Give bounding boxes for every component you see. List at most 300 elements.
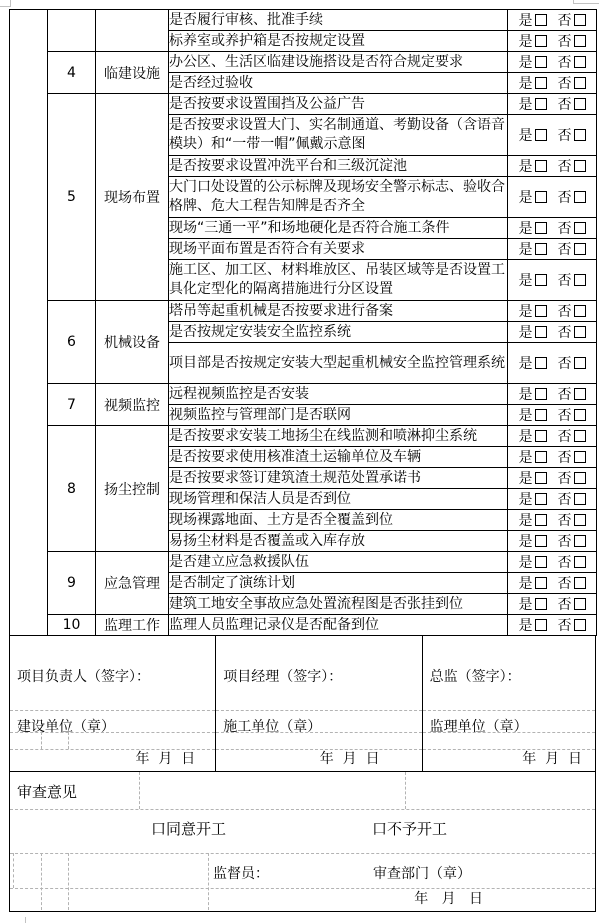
checklist-row bbox=[10, 52, 597, 73]
answer-cell bbox=[508, 343, 597, 384]
group-category: 监理工作 bbox=[96, 615, 169, 636]
yes-label: 是 bbox=[518, 408, 533, 424]
no-label: 否 bbox=[557, 55, 572, 71]
no-checkbox-icon[interactable] bbox=[574, 535, 586, 547]
yes-option[interactable] bbox=[519, 489, 547, 509]
group-number: 4 bbox=[48, 52, 96, 94]
answer-cell bbox=[508, 31, 597, 52]
yes-checkbox-icon[interactable] bbox=[535, 430, 547, 442]
no-checkbox-icon[interactable] bbox=[574, 598, 586, 610]
yes-option[interactable] bbox=[519, 447, 547, 467]
yes-option[interactable] bbox=[519, 322, 547, 342]
item-text: 建筑工地安全事故应急处置流程图是否张挂到位 bbox=[169, 595, 463, 612]
no-option[interactable] bbox=[558, 384, 586, 404]
item-cell bbox=[169, 115, 508, 156]
no-label: 否 bbox=[557, 513, 572, 529]
item-cell bbox=[169, 177, 508, 218]
item-text: 是否履行审核、批准手续 bbox=[169, 11, 323, 28]
signature-col-supervision bbox=[422, 636, 595, 771]
no-checkbox-icon[interactable] bbox=[574, 129, 586, 141]
answer-cell bbox=[508, 94, 597, 115]
yes-checkbox-icon[interactable] bbox=[535, 274, 547, 286]
answer-cell bbox=[508, 531, 597, 552]
no-option[interactable] bbox=[558, 552, 586, 572]
no-checkbox-icon[interactable] bbox=[574, 409, 586, 421]
no-label: 否 bbox=[557, 97, 572, 113]
yes-label: 是 bbox=[518, 190, 533, 206]
answer-cell bbox=[508, 322, 597, 343]
item-cell bbox=[169, 260, 508, 301]
no-option[interactable] bbox=[558, 510, 586, 530]
checklist-row bbox=[10, 94, 597, 115]
answer-cell bbox=[508, 115, 597, 156]
no-label: 否 bbox=[557, 190, 572, 206]
yes-checkbox-icon[interactable] bbox=[535, 160, 547, 172]
checklist-row bbox=[10, 301, 597, 322]
item-text: 现场管理和保洁人员是否到位 bbox=[169, 490, 351, 507]
no-checkbox-icon[interactable] bbox=[574, 222, 586, 234]
supervisor-label: 监督员： bbox=[213, 866, 269, 882]
review-section bbox=[9, 772, 596, 912]
review-title: 审查意见 bbox=[17, 783, 78, 801]
yes-label: 是 bbox=[518, 128, 533, 144]
no-label: 否 bbox=[557, 273, 572, 289]
dashed-gridline bbox=[10, 853, 595, 854]
item-cell bbox=[169, 489, 508, 510]
yes-checkbox-icon[interactable] bbox=[535, 35, 547, 47]
no-checkbox-icon[interactable] bbox=[574, 191, 586, 203]
yes-label: 是 bbox=[518, 534, 533, 550]
gridline-remnant-top-left bbox=[0, 6, 10, 7]
answer-cell bbox=[508, 260, 597, 301]
yes-label: 是 bbox=[518, 55, 533, 71]
dashed-gridline bbox=[216, 710, 421, 711]
no-checkbox-icon[interactable] bbox=[574, 14, 586, 26]
signature-section bbox=[9, 636, 596, 772]
no-option[interactable] bbox=[558, 353, 586, 373]
contractor-signer-label: 项目经理（签字）： bbox=[223, 669, 343, 685]
item-cell bbox=[169, 531, 508, 552]
yes-option[interactable] bbox=[519, 468, 547, 488]
yes-option[interactable] bbox=[519, 125, 547, 145]
yes-checkbox-icon[interactable] bbox=[535, 14, 547, 26]
no-checkbox-icon[interactable] bbox=[574, 305, 586, 317]
yes-option[interactable] bbox=[519, 531, 547, 551]
item-cell bbox=[169, 301, 508, 322]
group-category: 应急管理 bbox=[96, 552, 169, 615]
group-number: 9 bbox=[48, 552, 96, 615]
item-cell bbox=[169, 218, 508, 239]
no-checkbox-icon[interactable] bbox=[574, 451, 586, 463]
answer-cell bbox=[508, 10, 597, 31]
answer-cell bbox=[508, 239, 597, 260]
item-cell bbox=[169, 594, 508, 615]
item-text: 远程视频监控是否安装 bbox=[169, 385, 309, 402]
group-category: 视频监控 bbox=[96, 384, 169, 426]
no-label: 否 bbox=[557, 534, 572, 550]
owner-date-line: 年 月 日 bbox=[135, 751, 196, 767]
no-label: 否 bbox=[557, 159, 572, 175]
item-text: 视频监控与管理部门是否联网 bbox=[169, 406, 351, 423]
no-option[interactable] bbox=[558, 322, 586, 342]
no-option[interactable] bbox=[558, 187, 586, 207]
no-option[interactable] bbox=[558, 125, 586, 145]
yes-checkbox-icon[interactable] bbox=[535, 619, 547, 631]
group-category: 现场布置 bbox=[96, 94, 169, 301]
item-text: 监理人员监理记录仪是否配备到位 bbox=[169, 616, 379, 633]
yes-label: 是 bbox=[518, 159, 533, 175]
gridline-remnant-top-left-v bbox=[10, 0, 11, 7]
no-option[interactable] bbox=[558, 447, 586, 467]
checklist-row bbox=[10, 426, 597, 447]
no-label: 否 bbox=[557, 597, 572, 613]
no-checkbox-icon[interactable] bbox=[574, 430, 586, 442]
no-label: 否 bbox=[557, 450, 572, 466]
item-cell bbox=[169, 31, 508, 52]
no-label: 否 bbox=[557, 325, 572, 341]
group-number: 8 bbox=[48, 426, 96, 552]
yes-option[interactable] bbox=[519, 384, 547, 404]
dashed-gridline bbox=[423, 732, 595, 733]
item-text: 现场“三通一平”和场地硬化是否符合施工条件 bbox=[169, 219, 450, 236]
answer-cell bbox=[508, 218, 597, 239]
yes-label: 是 bbox=[518, 555, 533, 571]
no-checkbox-icon[interactable] bbox=[574, 274, 586, 286]
no-label: 否 bbox=[557, 221, 572, 237]
group-number bbox=[48, 10, 96, 52]
no-checkbox-icon[interactable] bbox=[574, 35, 586, 47]
answer-cell bbox=[508, 301, 597, 322]
yes-checkbox-icon[interactable] bbox=[535, 535, 547, 547]
dashed-gridline bbox=[208, 853, 209, 910]
yes-option[interactable] bbox=[519, 187, 547, 207]
no-option[interactable] bbox=[558, 531, 586, 551]
yes-label: 是 bbox=[518, 356, 533, 372]
no-checkbox-icon[interactable] bbox=[574, 326, 586, 338]
yes-checkbox-icon[interactable] bbox=[535, 357, 547, 369]
no-label: 否 bbox=[557, 34, 572, 50]
dashed-gridline bbox=[423, 710, 595, 711]
dashed-gridline bbox=[139, 772, 140, 809]
group-number: 5 bbox=[48, 94, 96, 301]
no-label: 否 bbox=[557, 304, 572, 320]
no-checkbox-icon[interactable] bbox=[574, 472, 586, 484]
item-cell bbox=[169, 573, 508, 594]
yes-label: 是 bbox=[518, 513, 533, 529]
no-checkbox-icon[interactable] bbox=[574, 388, 586, 400]
review-department-label: 审查部门（章） bbox=[373, 866, 471, 882]
yes-label: 是 bbox=[518, 97, 533, 113]
item-cell bbox=[169, 343, 508, 384]
yes-checkbox-icon[interactable] bbox=[535, 191, 547, 203]
no-checkbox-icon[interactable] bbox=[574, 77, 586, 89]
no-option[interactable] bbox=[558, 573, 586, 593]
yes-checkbox-icon[interactable] bbox=[535, 129, 547, 141]
no-option[interactable] bbox=[558, 270, 586, 290]
item-text: 是否按要求签订建筑渣土规范处置承诺书 bbox=[169, 469, 421, 486]
yes-checkbox-icon[interactable] bbox=[535, 556, 547, 568]
no-label: 否 bbox=[557, 555, 572, 571]
item-text: 现场裸露地面、土方是否全覆盖到位 bbox=[169, 511, 393, 528]
dashed-gridline bbox=[10, 809, 595, 810]
item-cell bbox=[169, 322, 508, 343]
no-checkbox-icon[interactable] bbox=[574, 160, 586, 172]
yes-option[interactable] bbox=[519, 552, 547, 572]
no-checkbox-icon[interactable] bbox=[574, 556, 586, 568]
supervision-signer-label: 总监（签字）： bbox=[429, 669, 521, 685]
yes-label: 是 bbox=[518, 471, 533, 487]
yes-label: 是 bbox=[518, 304, 533, 320]
no-label: 否 bbox=[557, 576, 572, 592]
checklist-row bbox=[10, 615, 597, 636]
item-text: 施工区、加工区、材料堆放区、吊装区域等是否设置工具化定型化的隔离措施进行分区设置 bbox=[169, 262, 505, 297]
no-checkbox-icon[interactable] bbox=[574, 577, 586, 589]
yes-checkbox-icon[interactable] bbox=[535, 326, 547, 338]
checklist-body bbox=[10, 10, 597, 636]
item-cell bbox=[169, 510, 508, 531]
no-option[interactable] bbox=[558, 218, 586, 238]
yes-checkbox-icon[interactable] bbox=[535, 243, 547, 255]
contractor-unit-label: 施工单位（章） bbox=[223, 719, 322, 735]
group-number: 7 bbox=[48, 384, 96, 426]
group-number: 10 bbox=[48, 615, 96, 636]
group-number: 6 bbox=[48, 301, 96, 384]
item-text: 办公区、生活区临建设施搭设是否符合规定要求 bbox=[169, 53, 463, 70]
item-cell bbox=[169, 239, 508, 260]
gridline-remnant-top-right-v bbox=[573, 0, 574, 4]
answer-cell bbox=[508, 52, 597, 73]
yes-checkbox-icon[interactable] bbox=[535, 77, 547, 89]
answer-cell bbox=[508, 447, 597, 468]
yes-label: 是 bbox=[518, 221, 533, 237]
dashed-gridline bbox=[10, 710, 215, 711]
yes-checkbox-icon[interactable] bbox=[535, 493, 547, 505]
checklist-row bbox=[10, 10, 597, 31]
no-option[interactable] bbox=[558, 615, 586, 635]
signature-col-owner bbox=[10, 636, 215, 771]
no-checkbox-icon[interactable] bbox=[574, 56, 586, 68]
dashed-gridline bbox=[13, 853, 14, 888]
no-option[interactable] bbox=[558, 239, 586, 259]
no-option[interactable] bbox=[558, 301, 586, 321]
contractor-date-line: 年 月 日 bbox=[319, 751, 380, 767]
no-label: 否 bbox=[557, 242, 572, 258]
yes-option[interactable] bbox=[519, 510, 547, 530]
yes-label: 是 bbox=[518, 597, 533, 613]
checklist-row bbox=[10, 384, 597, 405]
no-option[interactable] bbox=[558, 94, 586, 114]
yes-label: 是 bbox=[518, 492, 533, 508]
answer-cell bbox=[508, 73, 597, 94]
item-text: 是否经过验收 bbox=[169, 74, 253, 91]
answer-cell bbox=[508, 594, 597, 615]
yes-option[interactable] bbox=[519, 405, 547, 425]
dashed-gridline bbox=[405, 772, 406, 809]
supervision-date-line: 年 月 日 bbox=[522, 751, 582, 767]
item-text: 是否制定了演练计划 bbox=[169, 574, 295, 591]
yes-option[interactable] bbox=[519, 94, 547, 114]
group-category: 机械设备 bbox=[96, 301, 169, 384]
yes-checkbox-icon[interactable] bbox=[535, 598, 547, 610]
no-option[interactable] bbox=[558, 489, 586, 509]
yes-option[interactable] bbox=[519, 156, 547, 176]
yes-option[interactable] bbox=[519, 594, 547, 614]
gridline-remnant-bottom bbox=[25, 917, 26, 923]
no-checkbox-icon[interactable] bbox=[574, 514, 586, 526]
gridline-remnant-top-right bbox=[573, 3, 599, 4]
yes-option[interactable] bbox=[519, 10, 547, 30]
no-option[interactable] bbox=[558, 405, 586, 425]
answer-cell bbox=[508, 489, 597, 510]
no-label: 否 bbox=[557, 618, 572, 634]
yes-option[interactable] bbox=[519, 426, 547, 446]
yes-option[interactable] bbox=[519, 218, 547, 238]
answer-cell bbox=[508, 510, 597, 531]
answer-cell bbox=[508, 405, 597, 426]
yes-label: 是 bbox=[518, 429, 533, 445]
item-text: 塔吊等起重机械是否按要求进行备案 bbox=[169, 302, 393, 319]
answer-cell bbox=[508, 615, 597, 636]
answer-cell bbox=[508, 384, 597, 405]
item-text: 是否按规定安装安全监控系统 bbox=[169, 323, 351, 340]
item-text: 易扬尘材料是否覆盖或入库存放 bbox=[169, 532, 365, 549]
no-label: 否 bbox=[557, 408, 572, 424]
review-date-line: 年 月 日 bbox=[414, 891, 483, 907]
group-category: 临建设施 bbox=[96, 52, 169, 94]
owner-unit-label: 建设单位（章） bbox=[17, 719, 115, 735]
no-option[interactable] bbox=[558, 52, 586, 72]
yes-checkbox-icon[interactable] bbox=[535, 222, 547, 234]
supervision-unit-label: 监理单位（章） bbox=[429, 719, 528, 735]
item-text: 项目部是否按规定安装大型起重机械安全监控管理系统 bbox=[169, 354, 505, 371]
yes-checkbox-icon[interactable] bbox=[535, 451, 547, 463]
no-label: 否 bbox=[557, 128, 572, 144]
yes-checkbox-icon[interactable] bbox=[535, 409, 547, 421]
dashed-gridline bbox=[41, 732, 42, 749]
item-text: 大门口处设置的公示标牌及现场安全警示标志、验收合格牌、危大工程告知牌是否齐全 bbox=[169, 179, 505, 214]
no-checkbox-icon[interactable] bbox=[574, 357, 586, 369]
item-text: 是否按要求使用核准渣土运输单位及车辆 bbox=[169, 448, 421, 465]
yes-checkbox-icon[interactable] bbox=[535, 388, 547, 400]
item-text: 是否建立应急救援队伍 bbox=[169, 553, 309, 570]
item-text: 是否按要求设置大门、实名制通道、考勤设备（含语音模块）和“一带一帽”佩戴示意图 bbox=[169, 117, 505, 152]
owner-signer-label: 项目负责人（签字）： bbox=[17, 669, 150, 685]
no-checkbox-icon[interactable] bbox=[574, 493, 586, 505]
checklist-table bbox=[9, 9, 597, 636]
yes-label: 是 bbox=[518, 13, 533, 29]
yes-label: 是 bbox=[518, 450, 533, 466]
item-cell bbox=[169, 156, 508, 177]
signature-col-contractor bbox=[215, 636, 421, 771]
yes-option[interactable] bbox=[519, 270, 547, 290]
item-cell bbox=[169, 73, 508, 94]
no-label: 否 bbox=[557, 356, 572, 372]
yes-label: 是 bbox=[518, 242, 533, 258]
yes-option[interactable] bbox=[519, 301, 547, 321]
answer-cell bbox=[508, 426, 597, 447]
answer-cell bbox=[508, 468, 597, 489]
left-margin-cell bbox=[10, 10, 48, 636]
no-checkbox-icon[interactable] bbox=[574, 243, 586, 255]
yes-checkbox-icon[interactable] bbox=[535, 56, 547, 68]
item-text: 现场平面布置是否符合有关要求 bbox=[169, 240, 365, 257]
yes-option[interactable] bbox=[519, 239, 547, 259]
no-option[interactable] bbox=[558, 594, 586, 614]
item-cell bbox=[169, 552, 508, 573]
item-cell bbox=[169, 468, 508, 489]
no-option[interactable] bbox=[558, 156, 586, 176]
item-cell bbox=[169, 615, 508, 636]
yes-label: 是 bbox=[518, 325, 533, 341]
yes-label: 是 bbox=[518, 76, 533, 92]
no-option[interactable] bbox=[558, 426, 586, 446]
item-cell bbox=[169, 447, 508, 468]
no-label: 否 bbox=[557, 492, 572, 508]
no-option[interactable] bbox=[558, 73, 586, 93]
dashed-gridline bbox=[10, 888, 595, 889]
yes-option[interactable] bbox=[519, 573, 547, 593]
yes-option[interactable] bbox=[519, 31, 547, 51]
answer-cell bbox=[508, 177, 597, 218]
yes-option[interactable] bbox=[519, 353, 547, 373]
yes-checkbox-icon[interactable] bbox=[535, 98, 547, 110]
yes-label: 是 bbox=[518, 618, 533, 634]
answer-cell bbox=[508, 552, 597, 573]
item-text: 是否按要求设置冲洗平台和三级沉淀池 bbox=[169, 157, 407, 174]
item-cell bbox=[169, 94, 508, 115]
no-option[interactable] bbox=[558, 468, 586, 488]
dashed-gridline bbox=[68, 853, 69, 910]
no-label: 否 bbox=[557, 76, 572, 92]
yes-option[interactable] bbox=[519, 615, 547, 635]
yes-label: 是 bbox=[518, 387, 533, 403]
dashed-gridline bbox=[216, 732, 421, 733]
item-text: 标养室或养护箱是否按规定设置 bbox=[169, 32, 365, 49]
yes-checkbox-icon[interactable] bbox=[535, 305, 547, 317]
no-option[interactable] bbox=[558, 31, 586, 51]
no-label: 否 bbox=[557, 387, 572, 403]
yes-label: 是 bbox=[518, 576, 533, 592]
no-option[interactable] bbox=[558, 10, 586, 30]
item-cell bbox=[169, 384, 508, 405]
yes-label: 是 bbox=[518, 34, 533, 50]
answer-cell bbox=[508, 573, 597, 594]
group-category bbox=[96, 10, 169, 52]
dashed-gridline bbox=[68, 732, 69, 749]
item-cell bbox=[169, 426, 508, 447]
approve-start-option[interactable]: 口同意开工 bbox=[151, 820, 227, 838]
no-checkbox-icon[interactable] bbox=[574, 619, 586, 631]
yes-checkbox-icon[interactable] bbox=[535, 472, 547, 484]
no-checkbox-icon[interactable] bbox=[574, 98, 586, 110]
dashed-gridline bbox=[41, 853, 42, 910]
yes-option[interactable] bbox=[519, 52, 547, 72]
checklist-row bbox=[10, 552, 597, 573]
yes-option[interactable] bbox=[519, 73, 547, 93]
no-label: 否 bbox=[557, 471, 572, 487]
yes-label: 是 bbox=[518, 273, 533, 289]
item-text: 是否按要求设置围挡及公益广告 bbox=[169, 95, 365, 112]
no-label: 否 bbox=[557, 429, 572, 445]
item-text: 是否按要求安装工地扬尘在线监测和喷淋抑尘系统 bbox=[169, 427, 477, 444]
form-body bbox=[9, 9, 596, 912]
yes-checkbox-icon[interactable] bbox=[535, 577, 547, 589]
group-category: 扬尘控制 bbox=[96, 426, 169, 552]
reject-start-option[interactable]: 口不予开工 bbox=[372, 820, 448, 838]
yes-checkbox-icon[interactable] bbox=[535, 514, 547, 526]
item-cell bbox=[169, 405, 508, 426]
answer-cell bbox=[508, 156, 597, 177]
